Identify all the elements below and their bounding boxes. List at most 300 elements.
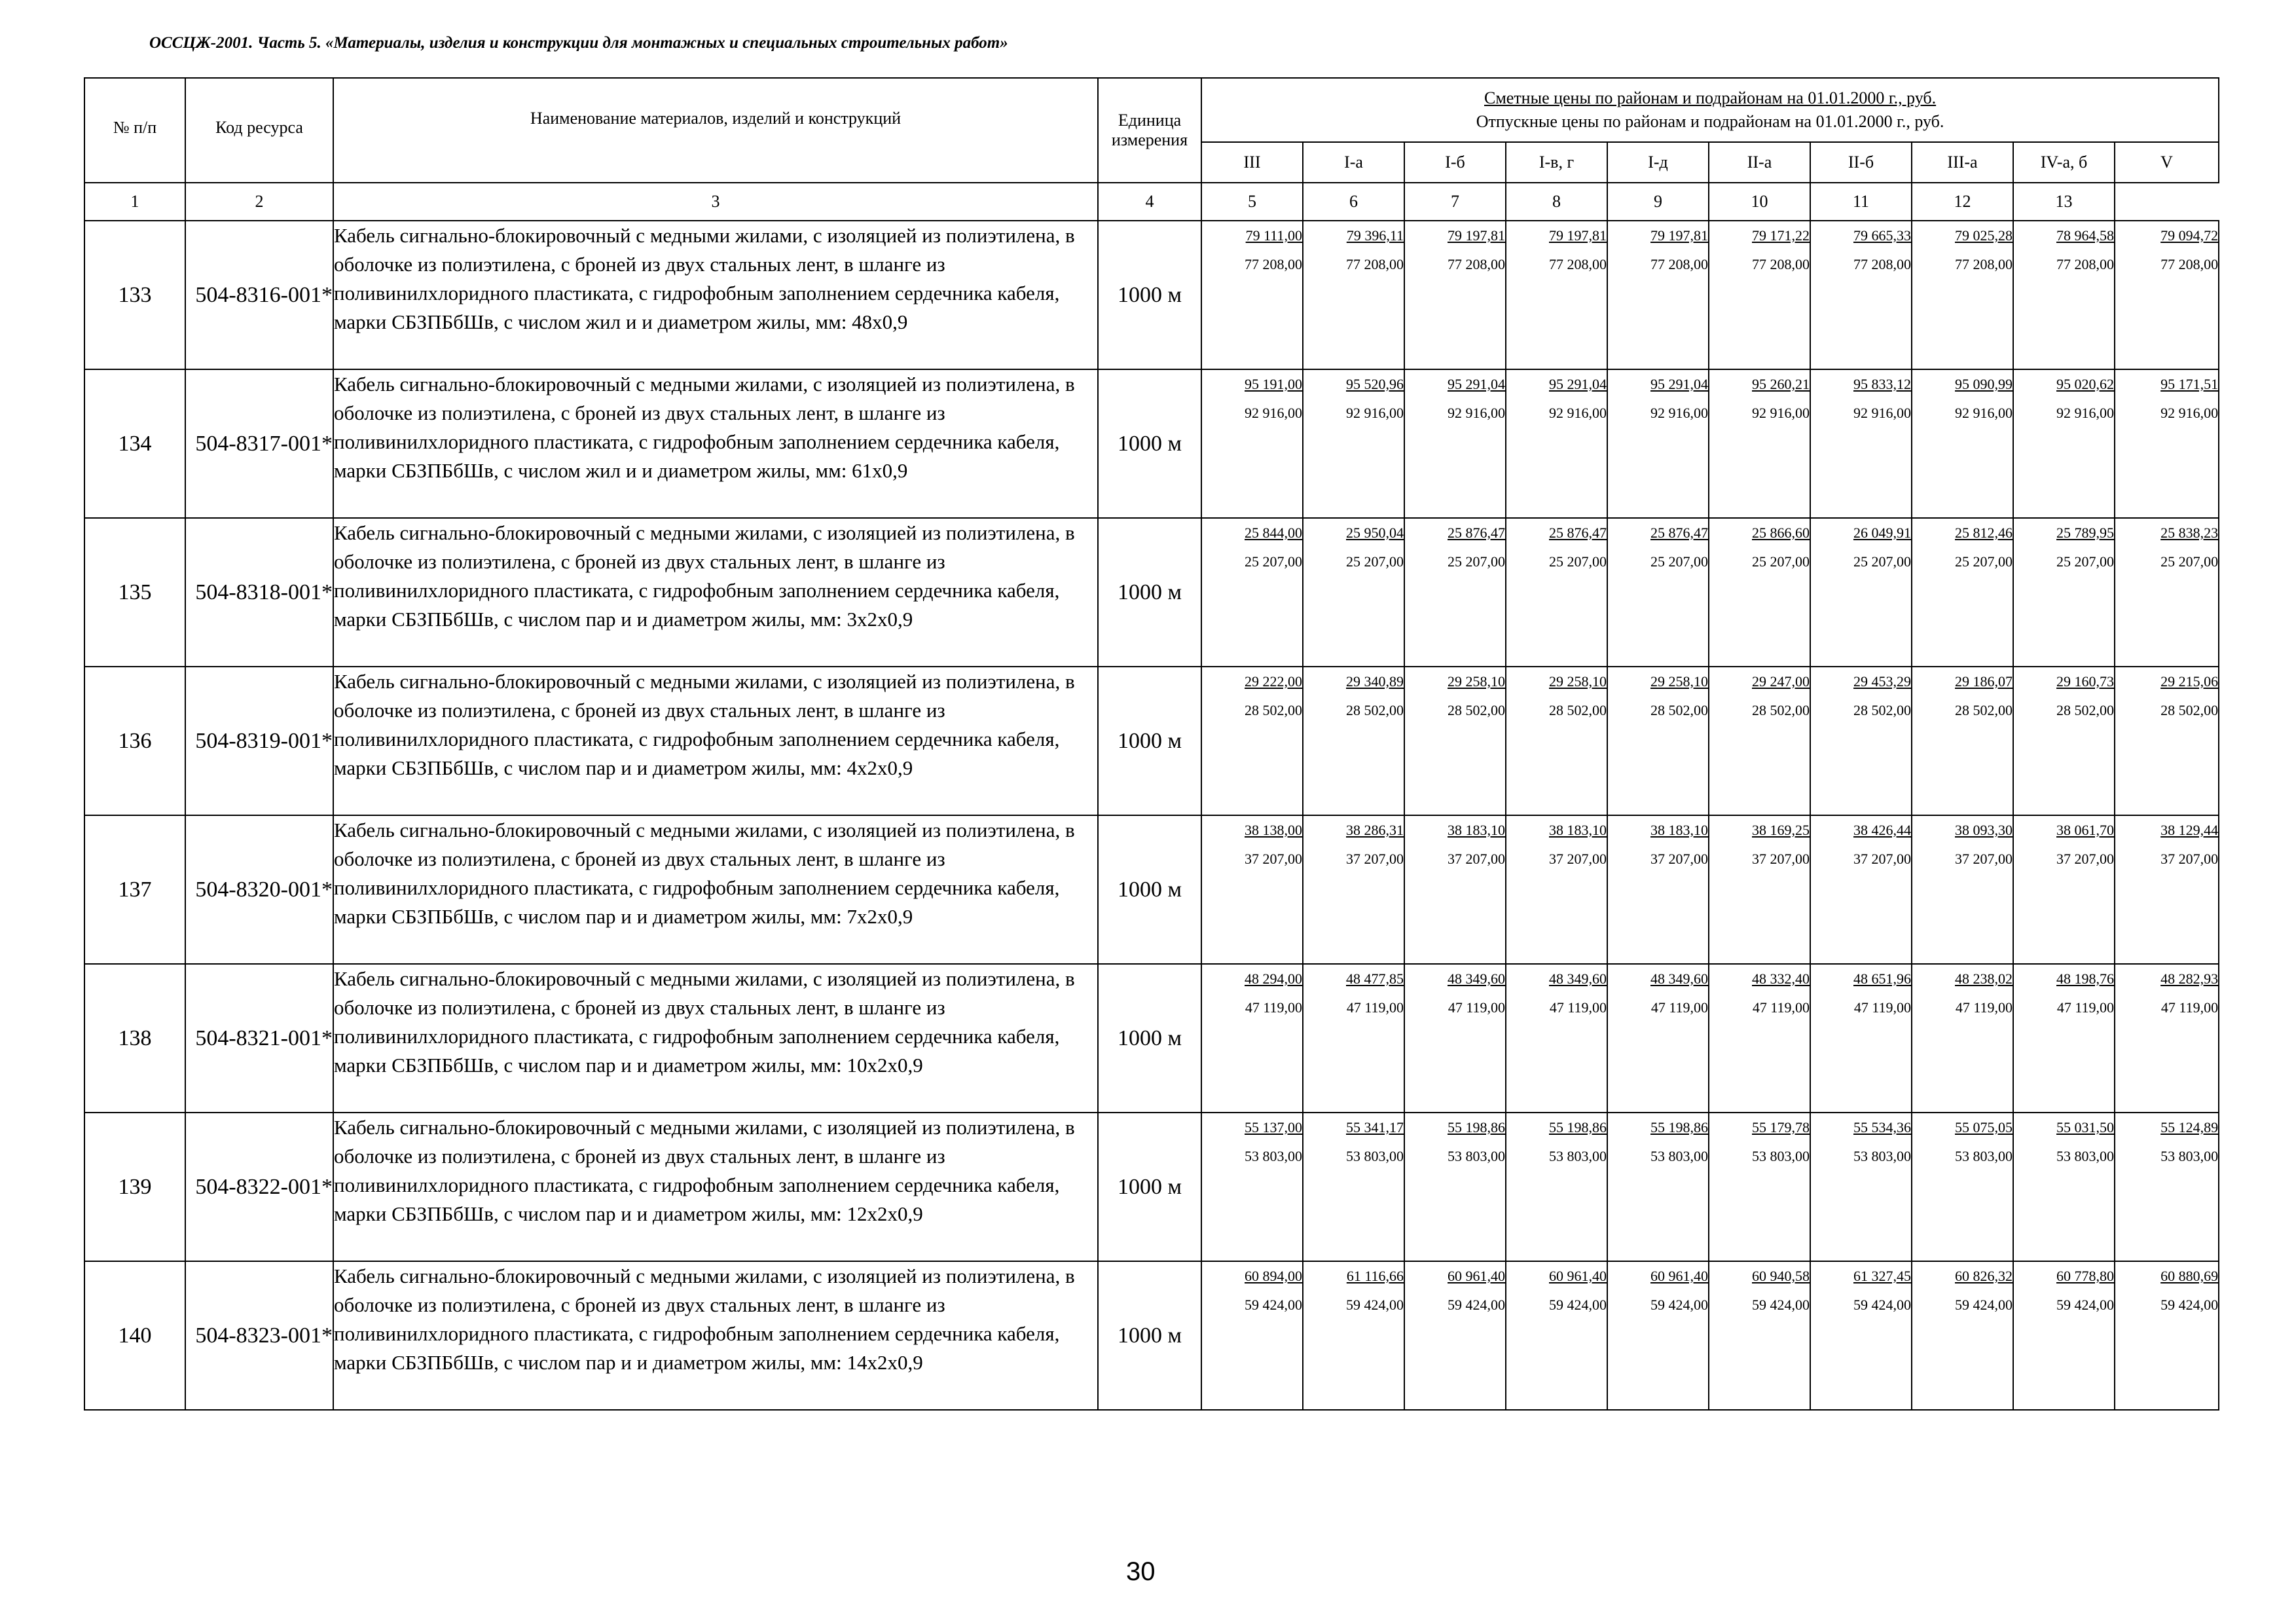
estimate-price: 95 833,12	[1853, 376, 1911, 392]
estimate-price: 95 291,04	[1549, 376, 1607, 392]
estimate-price: 29 160,73	[2056, 673, 2114, 690]
estimate-price: 25 866,60	[1752, 525, 1810, 541]
region-header: III-а	[1912, 142, 2013, 183]
row-number: 138	[84, 964, 185, 1113]
release-price: 28 502,00	[1650, 702, 1708, 718]
price-cell	[1201, 964, 1303, 1113]
price-cell	[1607, 1261, 1709, 1410]
unit-of-measure: 1000 м	[1098, 1261, 1201, 1410]
release-price: 59 424,00	[1955, 1297, 2013, 1313]
estimate-price: 60 880,69	[2160, 1268, 2219, 1284]
release-price: 59 424,00	[1650, 1297, 1708, 1313]
resource-code: 504-8323-001*	[185, 1261, 333, 1410]
price-cell	[1303, 518, 1404, 667]
price-cell	[1810, 1261, 1912, 1410]
price-cell	[2013, 221, 2115, 369]
price-cell	[2013, 815, 2115, 964]
estimate-price: 38 093,30	[1955, 822, 2013, 838]
release-price: 53 803,00	[1853, 1148, 1911, 1164]
estimate-price: 55 198,86	[1650, 1119, 1708, 1135]
column-number: 3	[333, 183, 1098, 221]
estimate-price: 79 665,33	[1853, 227, 1911, 244]
estimate-price: 61 327,45	[1853, 1268, 1911, 1284]
price-cell	[1303, 815, 1404, 964]
estimate-price: 29 222,00	[1245, 673, 1302, 690]
price-cell	[1912, 964, 2013, 1113]
release-price: 28 502,00	[1549, 702, 1607, 718]
column-number: 1	[84, 183, 185, 221]
price-cell	[2115, 964, 2219, 1113]
release-price: 47 119,00	[1853, 999, 1911, 1016]
release-price: 25 207,00	[2160, 553, 2219, 570]
price-cell	[1303, 1113, 1404, 1261]
release-price: 92 916,00	[1245, 405, 1302, 421]
estimate-price: 78 964,58	[2056, 227, 2114, 244]
document-header: ОССЦЖ-2001. Часть 5. «Материалы, изделия и конструкции для монтажных и специальных строительных работ»	[149, 34, 1008, 52]
price-cell	[1607, 369, 1709, 518]
price-cell	[2013, 1261, 2115, 1410]
table-row	[84, 369, 2219, 518]
estimate-price: 60 940,58	[1752, 1268, 1810, 1284]
release-price: 77 208,00	[1853, 256, 1911, 272]
table-row	[84, 1261, 2219, 1410]
release-price: 53 803,00	[1955, 1148, 2013, 1164]
estimate-price: 38 183,10	[1448, 822, 1505, 838]
price-cell	[1201, 667, 1303, 815]
release-price: 92 916,00	[1650, 405, 1708, 421]
release-price: 77 208,00	[2056, 256, 2114, 272]
column-number: 7	[1404, 183, 1506, 221]
price-cell	[1506, 518, 1607, 667]
material-name: Кабель сигнально-блокировочный с медными жилами, с изоляцией из полиэтилена, в оболочке из полиэтилена, с броней из двух стальных лент, в шланге из поливинилхлоридного пластиката, с гидрофобным заполнением сердечника кабеля, марки СБЗПБбШв, с числом жил и и диаметром жилы, мм: 48х0,9	[333, 221, 1098, 369]
estimate-price: 29 247,00	[1752, 673, 1810, 690]
price-cell	[1404, 1261, 1506, 1410]
release-price: 25 207,00	[1853, 553, 1911, 570]
estimate-price: 55 198,86	[1448, 1119, 1505, 1135]
release-price: 28 502,00	[1955, 702, 2013, 718]
release-price: 59 424,00	[2160, 1297, 2219, 1313]
release-price: 77 208,00	[1448, 256, 1505, 272]
price-cell	[1912, 518, 2013, 667]
estimate-price: 38 183,10	[1650, 822, 1708, 838]
price-cell	[1912, 815, 2013, 964]
price-cell	[2115, 815, 2219, 964]
header-num: № п/п	[84, 78, 185, 183]
estimate-price: 95 090,99	[1955, 376, 2013, 392]
price-cell	[1201, 1261, 1303, 1410]
estimate-price: 55 198,86	[1549, 1119, 1607, 1135]
price-cell	[2115, 369, 2219, 518]
release-price: 25 207,00	[1346, 553, 1404, 570]
region-header: I-а	[1303, 142, 1404, 183]
price-cell	[2013, 667, 2115, 815]
resource-code: 504-8316-001*	[185, 221, 333, 369]
release-price: 37 207,00	[1245, 851, 1302, 867]
page-number: 30	[1126, 1557, 1156, 1586]
estimate-price: 60 826,32	[1955, 1268, 2013, 1284]
release-price: 28 502,00	[1448, 702, 1505, 718]
release-price: 47 119,00	[1549, 999, 1607, 1016]
release-price: 77 208,00	[1549, 256, 1607, 272]
estimate-price: 29 186,07	[1955, 673, 2013, 690]
price-cell	[1506, 1261, 1607, 1410]
resource-code: 504-8321-001*	[185, 964, 333, 1113]
price-cell	[1404, 221, 1506, 369]
column-number: 6	[1303, 183, 1404, 221]
unit-of-measure: 1000 м	[1098, 964, 1201, 1113]
resource-code: 504-8317-001*	[185, 369, 333, 518]
price-cell	[1912, 1261, 2013, 1410]
estimate-price: 26 049,91	[1853, 525, 1911, 541]
table-row	[84, 221, 2219, 369]
estimate-price: 29 340,89	[1346, 673, 1404, 690]
price-cell	[1303, 1261, 1404, 1410]
estimate-price: 95 291,04	[1650, 376, 1708, 392]
price-cell	[1810, 518, 1912, 667]
estimate-price: 48 349,60	[1549, 970, 1607, 987]
price-cell	[1201, 815, 1303, 964]
release-price: 59 424,00	[1752, 1297, 1810, 1313]
region-header: II-а	[1709, 142, 1810, 183]
price-cell	[2115, 1261, 2219, 1410]
price-cell	[1912, 369, 2013, 518]
release-price: 92 916,00	[2056, 405, 2114, 421]
estimate-price: 55 031,50	[2056, 1119, 2114, 1135]
estimate-price: 60 961,40	[1549, 1268, 1607, 1284]
release-price: 59 424,00	[1448, 1297, 1505, 1313]
estimate-price: 29 258,10	[1448, 673, 1505, 690]
row-number: 140	[84, 1261, 185, 1410]
unit-of-measure: 1000 м	[1098, 815, 1201, 964]
price-cell	[1810, 221, 1912, 369]
price-cell	[1810, 1113, 1912, 1261]
price-cell	[1404, 815, 1506, 964]
region-header: I-б	[1404, 142, 1506, 183]
release-price: 37 207,00	[1752, 851, 1810, 867]
price-cell	[1506, 815, 1607, 964]
price-cell	[1303, 221, 1404, 369]
unit-of-measure: 1000 м	[1098, 369, 1201, 518]
table-row	[84, 518, 2219, 667]
release-price: 28 502,00	[1245, 702, 1302, 718]
table-row	[84, 815, 2219, 964]
estimate-price: 55 534,36	[1853, 1119, 1911, 1135]
estimate-price: 60 778,80	[2056, 1268, 2114, 1284]
estimate-price: 38 286,31	[1346, 822, 1404, 838]
price-cell	[1506, 221, 1607, 369]
price-cell	[1201, 369, 1303, 518]
region-header: II-б	[1810, 142, 1912, 183]
release-price: 53 803,00	[1549, 1148, 1607, 1164]
price-cell	[1709, 667, 1810, 815]
unit-of-measure: 1000 м	[1098, 518, 1201, 667]
release-price: 37 207,00	[1346, 851, 1404, 867]
resource-code: 504-8319-001*	[185, 667, 333, 815]
estimate-price: 38 061,70	[2056, 822, 2114, 838]
column-number: 11	[1810, 183, 1912, 221]
release-price: 37 207,00	[2056, 851, 2114, 867]
price-cell	[1709, 1261, 1810, 1410]
price-cell	[1506, 667, 1607, 815]
estimate-price: 79 197,81	[1549, 227, 1607, 244]
material-name: Кабель сигнально-блокировочный с медными жилами, с изоляцией из полиэтилена, в оболочке из полиэтилена, с броней из двух стальных лент, в шланге из поливинилхлоридного пластиката, с гидрофобным заполнением сердечника кабеля, марки СБЗПБбШв, с числом пар и и диаметром жилы, мм: 7х2х0,9	[333, 815, 1098, 964]
release-price: 37 207,00	[1549, 851, 1607, 867]
estimate-price: 79 197,81	[1650, 227, 1708, 244]
region-header: I-в, г	[1506, 142, 1607, 183]
estimate-price: 25 950,04	[1346, 525, 1404, 541]
material-name: Кабель сигнально-блокировочный с медными жилами, с изоляцией из полиэтилена, в оболочке из полиэтилена, с броней из двух стальных лент, в шланге из поливинилхлоридного пластиката, с гидрофобным заполнением сердечника кабеля, марки СБЗПБбШв, с числом пар и и диаметром жилы, мм: 14х2х0,9	[333, 1261, 1098, 1410]
release-price: 47 119,00	[1752, 999, 1810, 1016]
estimate-price: 25 876,47	[1448, 525, 1505, 541]
header-estimate-prices: Сметные цены по районам и подрайонам на 01.01.2000 г., руб.	[1484, 88, 1937, 107]
table-row	[84, 964, 2219, 1113]
price-cell	[1303, 369, 1404, 518]
price-cell	[2013, 369, 2115, 518]
release-price: 47 119,00	[1346, 999, 1404, 1016]
price-cell	[2115, 1113, 2219, 1261]
price-cell	[1709, 815, 1810, 964]
estimate-price: 79 025,28	[1955, 227, 2013, 244]
estimate-price: 79 111,00	[1245, 227, 1302, 244]
estimate-price: 29 258,10	[1650, 673, 1708, 690]
release-price: 92 916,00	[1549, 405, 1607, 421]
release-price: 28 502,00	[1752, 702, 1810, 718]
release-price: 53 803,00	[1650, 1148, 1708, 1164]
price-cell	[1607, 518, 1709, 667]
estimate-price: 25 876,47	[1650, 525, 1708, 541]
row-number: 137	[84, 815, 185, 964]
estimate-price: 48 651,96	[1853, 970, 1911, 987]
release-price: 25 207,00	[1448, 553, 1505, 570]
estimate-price: 55 124,89	[2160, 1119, 2219, 1135]
price-cell	[1404, 1113, 1506, 1261]
estimate-price: 95 520,96	[1346, 376, 1404, 392]
release-price: 28 502,00	[2160, 702, 2219, 718]
price-cell	[1201, 1113, 1303, 1261]
release-price: 28 502,00	[2056, 702, 2114, 718]
unit-of-measure: 1000 м	[1098, 221, 1201, 369]
estimate-price: 48 349,60	[1448, 970, 1505, 987]
unit-of-measure: 1000 м	[1098, 667, 1201, 815]
resource-code: 504-8320-001*	[185, 815, 333, 964]
release-price: 53 803,00	[1346, 1148, 1404, 1164]
column-number: 13	[2013, 183, 2115, 221]
material-name: Кабель сигнально-блокировочный с медными жилами, с изоляцией из полиэтилена, в оболочке из полиэтилена, с броней из двух стальных лент, в шланге из поливинилхлоридного пластиката, с гидрофобным заполнением сердечника кабеля, марки СБЗПБбШв, с числом пар и и диаметром жилы, мм: 3х2х0,9	[333, 518, 1098, 667]
estimate-price: 60 894,00	[1245, 1268, 1302, 1284]
price-cell	[1607, 964, 1709, 1113]
estimate-price: 25 812,46	[1955, 525, 2013, 541]
estimate-price: 95 260,21	[1752, 376, 1810, 392]
price-cell	[1709, 1113, 1810, 1261]
estimate-price: 79 197,81	[1448, 227, 1505, 244]
estimate-price: 60 961,40	[1448, 1268, 1505, 1284]
release-price: 37 207,00	[2160, 851, 2219, 867]
estimate-price: 38 169,25	[1752, 822, 1810, 838]
column-number: 8	[1506, 183, 1607, 221]
column-number: 2	[185, 183, 333, 221]
header-unit: Единица измерения	[1098, 78, 1201, 183]
estimate-price: 25 789,95	[2056, 525, 2114, 541]
row-number: 139	[84, 1113, 185, 1261]
estimate-price: 48 238,02	[1955, 970, 2013, 987]
price-cell	[1912, 221, 2013, 369]
region-header: III	[1201, 142, 1303, 183]
price-cell	[2115, 667, 2219, 815]
release-price: 92 916,00	[1346, 405, 1404, 421]
price-table	[84, 77, 2219, 1411]
table-row	[84, 667, 2219, 815]
release-price: 28 502,00	[1346, 702, 1404, 718]
release-price: 28 502,00	[1853, 702, 1911, 718]
estimate-price: 79 396,11	[1346, 227, 1404, 244]
estimate-price: 48 332,40	[1752, 970, 1810, 987]
price-cell	[2115, 221, 2219, 369]
price-cell	[1404, 518, 1506, 667]
price-cell	[1607, 1113, 1709, 1261]
release-price: 37 207,00	[1448, 851, 1505, 867]
price-cell	[1404, 964, 1506, 1113]
column-number: 10	[1709, 183, 1810, 221]
price-cell	[1607, 667, 1709, 815]
estimate-price: 25 876,47	[1549, 525, 1607, 541]
price-cell	[1506, 369, 1607, 518]
resource-code: 504-8318-001*	[185, 518, 333, 667]
price-cell	[1912, 667, 2013, 815]
estimate-price: 60 961,40	[1650, 1268, 1708, 1284]
estimate-price: 38 129,44	[2160, 822, 2219, 838]
estimate-price: 25 844,00	[1245, 525, 1302, 541]
price-cell	[1709, 518, 1810, 667]
estimate-price: 29 215,06	[2160, 673, 2219, 690]
estimate-price: 95 191,00	[1245, 376, 1302, 392]
header-code: Код ресурса	[185, 78, 333, 183]
price-cell	[1303, 667, 1404, 815]
estimate-price: 95 020,62	[2056, 376, 2114, 392]
price-cell	[1810, 369, 1912, 518]
release-price: 92 916,00	[1955, 405, 2013, 421]
price-cell	[1810, 815, 1912, 964]
release-price: 77 208,00	[1752, 256, 1810, 272]
release-price: 25 207,00	[1549, 553, 1607, 570]
price-cell	[1404, 667, 1506, 815]
price-cell	[1607, 221, 1709, 369]
row-number: 136	[84, 667, 185, 815]
region-header: IV-а, б	[2013, 142, 2115, 183]
row-number: 133	[84, 221, 185, 369]
price-cell	[1912, 1113, 2013, 1261]
estimate-price: 48 349,60	[1650, 970, 1708, 987]
column-number: 12	[1912, 183, 2013, 221]
row-number: 135	[84, 518, 185, 667]
price-cell	[1709, 369, 1810, 518]
region-header: V	[2115, 142, 2219, 183]
estimate-price: 48 477,85	[1346, 970, 1404, 987]
price-cell	[1709, 964, 1810, 1113]
estimate-price: 48 282,93	[2160, 970, 2219, 987]
material-name: Кабель сигнально-блокировочный с медными жилами, с изоляцией из полиэтилена, в оболочке из полиэтилена, с броней из двух стальных лент, в шланге из поливинилхлоридного пластиката, с гидрофобным заполнением сердечника кабеля, марки СБЗПБбШв, с числом пар и и диаметром жилы, мм: 10х2х0,9	[333, 964, 1098, 1113]
release-price: 59 424,00	[1853, 1297, 1911, 1313]
header-prices	[1201, 78, 2219, 142]
release-price: 92 916,00	[1752, 405, 1810, 421]
price-cell	[2013, 518, 2115, 667]
release-price: 53 803,00	[1448, 1148, 1505, 1164]
estimate-price: 55 075,05	[1955, 1119, 2013, 1135]
release-price: 37 207,00	[1955, 851, 2013, 867]
material-name: Кабель сигнально-блокировочный с медными жилами, с изоляцией из полиэтилена, в оболочке из полиэтилена, с броней из двух стальных лент, в шланге из поливинилхлоридного пластиката, с гидрофобным заполнением сердечника кабеля, марки СБЗПБбШв, с числом пар и и диаметром жилы, мм: 12х2х0,9	[333, 1113, 1098, 1261]
price-cell	[1201, 518, 1303, 667]
column-number: 4	[1098, 183, 1201, 221]
material-name: Кабель сигнально-блокировочный с медными жилами, с изоляцией из полиэтилена, в оболочке из полиэтилена, с броней из двух стальных лент, в шланге из поливинилхлоридного пластиката, с гидрофобным заполнением сердечника кабеля, марки СБЗПБбШв, с числом пар и и диаметром жилы, мм: 4х2х0,9	[333, 667, 1098, 815]
release-price: 47 119,00	[1448, 999, 1505, 1016]
estimate-price: 29 258,10	[1549, 673, 1607, 690]
estimate-price: 48 294,00	[1245, 970, 1302, 987]
resource-code: 504-8322-001*	[185, 1113, 333, 1261]
release-price: 37 207,00	[1650, 851, 1708, 867]
estimate-price: 95 291,04	[1448, 376, 1505, 392]
estimate-price: 29 453,29	[1853, 673, 1911, 690]
price-cell	[1506, 1113, 1607, 1261]
release-price: 25 207,00	[1955, 553, 2013, 570]
estimate-price: 55 341,17	[1346, 1119, 1404, 1135]
release-price: 25 207,00	[1752, 553, 1810, 570]
column-number: 9	[1607, 183, 1709, 221]
price-cell	[1810, 964, 1912, 1113]
release-price: 25 207,00	[1245, 553, 1302, 570]
release-price: 77 208,00	[1955, 256, 2013, 272]
estimate-price: 79 171,22	[1752, 227, 1810, 244]
price-cell	[2115, 518, 2219, 667]
price-cell	[1709, 221, 1810, 369]
estimate-price: 95 171,51	[2160, 376, 2219, 392]
price-cell	[1506, 964, 1607, 1113]
release-price: 77 208,00	[2160, 256, 2219, 272]
release-price: 47 119,00	[1650, 999, 1708, 1016]
estimate-price: 61 116,66	[1346, 1268, 1404, 1284]
release-price: 59 424,00	[1245, 1297, 1302, 1313]
row-number: 134	[84, 369, 185, 518]
column-number: 5	[1201, 183, 1303, 221]
region-header: I-д	[1607, 142, 1709, 183]
release-price: 53 803,00	[2160, 1148, 2219, 1164]
release-price: 92 916,00	[1448, 405, 1505, 421]
price-cell	[2013, 964, 2115, 1113]
material-name: Кабель сигнально-блокировочный с медными жилами, с изоляцией из полиэтилена, в оболочке из полиэтилена, с броней из двух стальных лент, в шланге из поливинилхлоридного пластиката, с гидрофобным заполнением сердечника кабеля, марки СБЗПБбШв, с числом жил и и диаметром жилы, мм: 61х0,9	[333, 369, 1098, 518]
release-price: 37 207,00	[1853, 851, 1911, 867]
estimate-price: 79 094,72	[2160, 227, 2219, 244]
estimate-price: 48 198,76	[2056, 970, 2114, 987]
release-price: 92 916,00	[1853, 405, 1911, 421]
release-price: 47 119,00	[1245, 999, 1302, 1016]
estimate-price: 25 838,23	[2160, 525, 2219, 541]
release-price: 92 916,00	[2160, 405, 2219, 421]
release-price: 53 803,00	[2056, 1148, 2114, 1164]
release-price: 47 119,00	[1955, 999, 2013, 1016]
estimate-price: 38 426,44	[1853, 822, 1911, 838]
release-price: 53 803,00	[1245, 1148, 1302, 1164]
release-price: 59 424,00	[2056, 1297, 2114, 1313]
estimate-price: 55 179,78	[1752, 1119, 1810, 1135]
price-cell	[1810, 667, 1912, 815]
release-price: 25 207,00	[1650, 553, 1708, 570]
table-row	[84, 1113, 2219, 1261]
price-cell	[1201, 221, 1303, 369]
estimate-price: 55 137,00	[1245, 1119, 1302, 1135]
release-price: 59 424,00	[1549, 1297, 1607, 1313]
price-cell	[1404, 369, 1506, 518]
header-name: Наименование материалов, изделий и конструкций	[333, 78, 1098, 183]
estimate-price: 38 138,00	[1245, 822, 1302, 838]
release-price: 53 803,00	[1752, 1148, 1810, 1164]
